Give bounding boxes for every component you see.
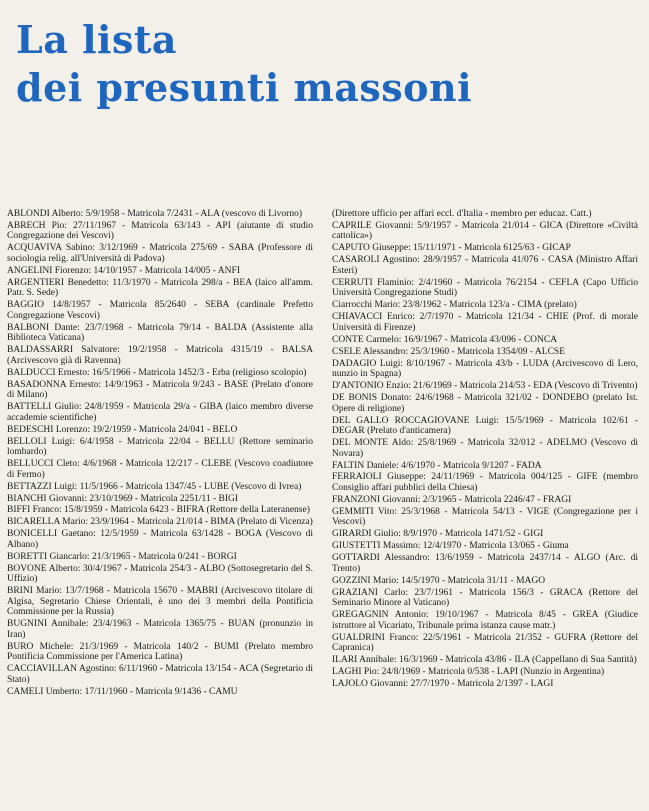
list-entry: CERRUTI Flaminio: 2/4/1960 - Matricola 76/2154 - CEFLA (Capo Ufficio Università Congregazione Studi) bbox=[332, 277, 638, 299]
list-entry: GOTTARDI Alessandro: 13/6/1959 - Matricola 2437/14 - ALGO (Arc. di Trento) bbox=[332, 553, 638, 574]
list-entry: FERRAIOLI Giuseppe: 24/11/1969 - Matricola 004/125 - GIFE (membro Consiglio affari pubblici della Chiesa) bbox=[332, 472, 638, 493]
list-entry: ILARI Annibale: 16/3/1969 - Matricola 43/86 - ILA (Cappellano di Sua Santità) bbox=[332, 655, 637, 666]
list-entry: BICARELLA Mario: 23/9/1964 - Matricola 21/014 - BIMA (Prelato di Vicenza) bbox=[7, 517, 313, 528]
list-entry: DADAGIO Luigi: 8/10/1967 - Matricola 43/b - LUDA (Arcivescovo di Lero, nunzio in Spagna) bbox=[332, 358, 638, 380]
list-entry: CAPUTO Giuseppe: 15/11/1971 - Matricola 6125/63 - GICAP bbox=[332, 243, 571, 254]
list-entry: FALTIN Daniele: 4/6/1970 - Matricola 9/1207 - FADA bbox=[332, 460, 542, 471]
list-entry: GREGAGNIN Antonio: 19/10/1967 - Matricola 8/45 - GREA (Giudice istruttore al Vicariato, Tribunale prima istanza cause matr.) bbox=[332, 610, 638, 631]
list-entry: GIUSTETTI Massimo: 12/4/1970 - Matricola 13/065 - Giuma bbox=[332, 541, 569, 552]
list-entry: BELLOLI Luigi: 6/4/1958 - Matricola 22/04 - BELLU (Rettore seminario lombardo) bbox=[7, 436, 313, 458]
title-line-1: La lista bbox=[16, 17, 178, 62]
list-entry: BIANCHI Giovanni: 23/10/1969 - Matricola 2251/11 - BIGI bbox=[7, 493, 239, 504]
list-entry: CAMELI Umberto: 17/11/1960 - Matricola 9/1436 - CAMU bbox=[7, 686, 238, 697]
list-entry: BORETTI Giancarlo: 21/3/1965 - Matricola 0/241 - BORGI bbox=[7, 551, 237, 562]
list-entry: CASAROLI Agostino: 28/9/1957 - Matricola 41/076 - CASA (Ministro Affari Esteri) bbox=[332, 255, 638, 276]
list-entry: CACCIAVILLAN Agostino: 6/11/1960 - Matricola 13/154 - ACA (Segretario di Stato) bbox=[7, 664, 313, 685]
list-entry: CAPRILE Giovanni: 5/9/1957 - Matricola 21/014 - GICA (Direttore «Civiltà cattolica») bbox=[332, 220, 638, 242]
list-entry: DE BONIS Donato: 24/6/1968 - Matricola 321/02 - DONDEBO (prelato Ist. Opere di religione) bbox=[332, 393, 638, 414]
list-entry: BELLUCCI Cleto: 4/6/1968 - Matricola 12/217 - CLEBE (Vescovo coadiutore di Fermo) bbox=[7, 459, 313, 480]
list-entry: BALBONI Dante: 23/7/1968 - Matricola 79/14 - BALDA (Assistente alla Biblioteca Vaticana) bbox=[7, 322, 313, 344]
list-entry: Ciarrocchi Mario: 23/8/1962 - Matricola 123/a - CIMA (prelato) bbox=[332, 300, 577, 311]
list-entry: BURO Michele: 21/3/1969 - Matricola 140/2 - BUMI (Prelato membro Pontificia Commissione per l'America Latina) bbox=[7, 641, 313, 663]
list-entry: BEDESCHI Lorenzo: 19/2/1959 - Matricola 24/041 - BELO bbox=[7, 424, 238, 435]
article-title bbox=[16, 16, 472, 112]
list-entry: (Direttore ufficio per affari eccl. d'Italia - membro per educaz. Catt.) bbox=[332, 209, 592, 219]
list-entry: LAJOLO Giovanni: 27/7/1970 - Matricola 2/1397 - LAGI bbox=[332, 678, 554, 689]
list-entry: BIFFI Franco: 15/8/1959 - Matricola 6423 - BIFRA (Rettore della Lateranense) bbox=[7, 505, 310, 516]
list-entry: BAGGIO 14/8/1957 - Matricola 85/2640 - SEBA (cardinale Prefetto Congregazione Vescovi) bbox=[7, 300, 313, 321]
list-entry: BASADONNA Ernesto: 14/9/1963 - Matricola 9/243 - BASE (Prelato d'onore di Milano) bbox=[7, 379, 313, 401]
list-entry: ANGELINI Fiorenzo: 14/10/1957 - Matricola 14/005 - ANFI bbox=[7, 265, 240, 276]
list-entry: GIRARDI Giulio: 8/9/1970 - Matricola 1471/52 - GIGI bbox=[332, 529, 544, 540]
list-entry: ABRECH Pio: 27/11/1967 - Matricola 63/143 - API (aiutante di studio Congregazione dei Vescovi) bbox=[7, 220, 313, 242]
list-entry: ACQUAVIVA Sabino: 3/12/1969 - Matricola 275/69 - SABA (Professore di sociologia relig. all'Università di Padova) bbox=[7, 243, 313, 264]
list-entry: GRAZIANI Carlo: 23/7/1961 - Matricola 156/3 - GRACA (Rettore del Seminario Minore al Vaticano) bbox=[332, 587, 638, 609]
list-entry: GUALDRINI Franco: 22/5/1961 - Matricola 21/352 - GUFRA (Rettore del Capranica) bbox=[332, 632, 638, 654]
list-entry: BUGNINI Annibale: 23/4/1963 - Matricola 1365/75 - BUAN (pronunzio in Iran) bbox=[7, 619, 313, 640]
list-entry: FRANZONI Giovanni: 2/3/1965 - Matricola 2246/47 - FRAGI bbox=[332, 494, 572, 505]
list-entry: DEL MONTE Aldo: 25/8/1969 - Matricola 32/012 - ADELMO (Vescovo di Novara) bbox=[332, 438, 638, 459]
list-entry: BETTAZZI Luigi: 11/5/1966 - Matricola 1347/45 - LUBE (Vescovo di Ivrea) bbox=[7, 481, 302, 492]
list-entry: BALDUCCI Ernesto: 16/5/1966 - Matricola 1452/3 - Erba (religioso scolopio) bbox=[7, 367, 307, 378]
list-entry: GEMMITI Vito: 25/3/1968 - Matricola 54/13 - VIGE (Congregazione per i Vescovi) bbox=[332, 506, 638, 528]
right-column bbox=[332, 209, 638, 691]
list-entry: CHIAVACCI Enrico: 2/7/1970 - Matricola 121/34 - CHIE (Prof. di morale Università di Firenze) bbox=[332, 312, 638, 333]
list-entry: CONTE Carmelo: 16/9/1967 - Matricola 43/096 - CONCA bbox=[332, 334, 558, 345]
list-entry: D'ANTONIO Enzio: 21/6/1969 - Matricola 214/53 - EDA (Vescovo di Trivento) bbox=[332, 381, 638, 392]
list-entry: BATTELLI Giulio: 24/8/1959 - Matricola 29/a - GIBA (laico membro diverse accademie scientifiche) bbox=[7, 402, 313, 423]
list-entry: DEL GALLO ROCCAGIOVANE Luigi: 15/5/1969 - Matricola 102/61 - DEGAR (Prelato d'anticamera) bbox=[332, 415, 638, 437]
list-entry: BONICELLI Gaetano: 12/5/1959 - Matricola 63/1428 - BOGA (Vescovo di Albano) bbox=[7, 529, 313, 550]
list-entry: ABLONDI Alberto: 5/9/1958 - Matricola 7/2431 - ALA (vescovo di Livorno) bbox=[7, 209, 302, 219]
title-line-2: dei presunti massoni bbox=[16, 65, 473, 110]
list-entry: CSELE Alessandro: 25/3/1960 - Matricola 1354/09 - ALCSE bbox=[332, 346, 565, 357]
list-entry: BALDASSARRI Salvatore: 19/2/1958 - Matricola 4315/19 - BALSA (Arcivescovo già di Ravenna) bbox=[7, 345, 313, 366]
list-entry: BOVONE Alberto: 30/4/1967 - Matricola 254/3 - ALBO (Sottosegretario del S. Uffizio) bbox=[7, 563, 313, 585]
list-entry: LAGHI Pio: 24/8/1969 - Matricola 0/538 - LAPI (Nunzio in Argentina) bbox=[332, 667, 605, 678]
list-entry: ARGENTIERI Benedetto: 11/3/1970 - Matricola 298/a - BEA (laico all'amm. Patr. S. Sede) bbox=[7, 277, 313, 299]
left-column bbox=[7, 209, 313, 699]
list-entry: GOZZINI Mario: 14/5/1970 - Matricola 31/11 - MAGO bbox=[332, 575, 546, 586]
list-entry: BRINI Mario: 13/7/1968 - Matricola 15670 - MABRI (Arcivescovo titolare di Algisa, Segretario Chiese Orientali, è uno dei 3 membri della Pontificia Commissione per la Russia) bbox=[7, 586, 313, 618]
